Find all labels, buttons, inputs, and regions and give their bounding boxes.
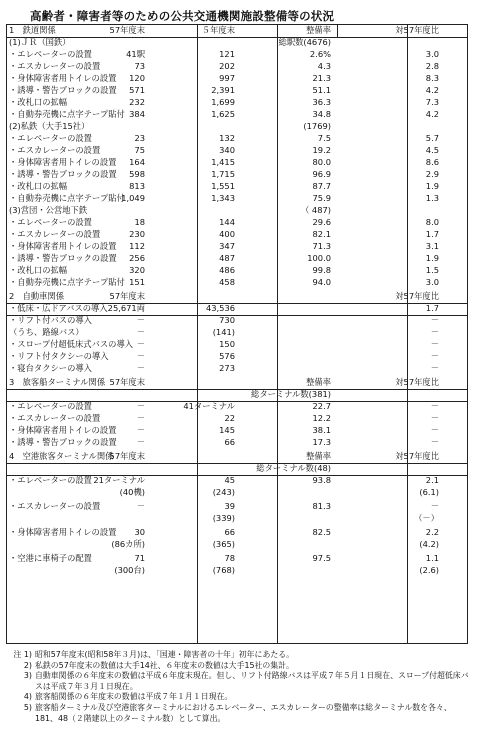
cell-rate: 87.7 <box>312 181 331 191</box>
table-row <box>7 303 467 315</box>
cell-h5: 458 <box>219 277 235 287</box>
cell-57: － <box>136 413 145 423</box>
cell-57: (86カ所) <box>111 539 145 549</box>
note-number: 3) <box>23 671 32 681</box>
table-row <box>7 501 467 513</box>
note-item <box>6 650 472 661</box>
facilities-table <box>6 24 468 644</box>
row-label: ・エスカレーターの設置 <box>9 145 101 155</box>
cell-57: 25,671両 <box>107 303 145 313</box>
cell-ratio: － <box>430 425 439 435</box>
cell-ratio: 4.2 <box>425 85 439 95</box>
cell-57: 57年度末 <box>109 377 145 387</box>
note-number: 注 1) <box>13 650 32 659</box>
table-row <box>7 181 467 193</box>
cell-ratio: 4.5 <box>425 145 439 155</box>
note-text: 自動車関係の６年度末の数値は平成６年度末現在。但し、リフト付路線バスは平成７年５月１日現在、スロープ付超低床バスは平成７年３月１日現在。 <box>35 671 469 691</box>
row-label: ・エレベーターの設置 <box>9 133 92 143</box>
cell-ratio: － <box>430 339 439 349</box>
cell-ratio: － <box>430 363 439 373</box>
cell-rate: 100.0 <box>307 253 331 263</box>
cell-h5: 273 <box>219 363 235 373</box>
cell-rate: 94.0 <box>312 277 331 287</box>
cell-h5: 1,343 <box>211 193 235 203</box>
row-label: ・自動券売機に点字テープ貼付 <box>9 277 125 287</box>
table-row <box>7 205 467 217</box>
cell-rate: 97.5 <box>312 553 331 563</box>
cell-ratio: 3.0 <box>425 277 439 287</box>
cell-h5: 730 <box>219 315 235 325</box>
cell-ratio: (2.6) <box>419 565 439 575</box>
cell-rate: 21.3 <box>312 73 331 83</box>
cell-rate: 51.1 <box>312 85 331 95</box>
cell-57: 57年度末 <box>109 25 145 35</box>
cell-57: 120 <box>129 73 145 83</box>
row-label: ・寝台タクシーの導入 <box>9 363 92 373</box>
section-header-row <box>7 377 467 389</box>
cell-rate: 4.3 <box>317 61 331 71</box>
table-row <box>7 157 467 169</box>
cell-57: (40機) <box>119 487 145 497</box>
cell-57: － <box>136 437 145 447</box>
note-number: 4) <box>23 692 32 702</box>
cell-57: 57年度末 <box>109 291 145 301</box>
cell-rate: 93.8 <box>312 475 331 485</box>
cell-rate: 36.3 <box>312 97 331 107</box>
table-row <box>7 193 467 205</box>
cell-ratio: 8.3 <box>425 73 439 83</box>
table-row <box>7 145 467 157</box>
table-row <box>7 85 467 97</box>
note-item <box>6 661 472 672</box>
cell-rate: 整備率 <box>306 451 331 461</box>
row-label: ・低床・広ドアバスの導入 <box>9 303 108 313</box>
cell-57: 30 <box>134 527 145 537</box>
table-row <box>7 475 467 487</box>
table-row <box>7 513 467 525</box>
section-header-row <box>7 451 467 463</box>
cell-57: － <box>136 339 145 349</box>
cell-rate: 総ターミナル数(381) <box>251 389 331 399</box>
row-label: ・誘導・警告ブロックの設置 <box>9 253 117 263</box>
table-row <box>7 37 467 49</box>
cell-ratio: 2.8 <box>425 61 439 71</box>
cell-h5: 997 <box>219 73 235 83</box>
cell-rate: 34.8 <box>312 109 331 119</box>
note-item <box>6 671 472 692</box>
cell-57: 71 <box>134 553 145 563</box>
cell-ratio: 1.3 <box>425 193 439 203</box>
cell-ratio: 3.1 <box>425 241 439 251</box>
cell-57: 21ターミナル <box>93 475 145 485</box>
cell-h5: 1,699 <box>211 97 235 107</box>
row-label: ・空港に車椅子の配置 <box>9 553 92 563</box>
row-label: ・誘導・警告ブロックの設置 <box>9 437 117 447</box>
table-row <box>7 389 467 401</box>
row-label: ・改札口の拡幅 <box>9 265 68 275</box>
row-label: ・誘導・警告ブロックの設置 <box>9 169 117 179</box>
table-row <box>7 413 467 425</box>
cell-ratio: （－） <box>414 513 439 523</box>
cell-h5: 150 <box>219 339 235 349</box>
cell-h5: 487 <box>219 253 235 263</box>
cell-57: － <box>136 327 145 337</box>
table-row <box>7 265 467 277</box>
cell-57: 598 <box>129 169 145 179</box>
row-label: ・身体障害者用トイレの設置 <box>9 425 117 435</box>
cell-rate: 81.3 <box>312 501 331 511</box>
cell-57: 384 <box>129 109 145 119</box>
cell-h5: 1,415 <box>211 157 235 167</box>
cell-rate: 整備率 <box>306 377 331 387</box>
cell-57: 571 <box>129 85 145 95</box>
cell-h5: 1,715 <box>211 169 235 179</box>
cell-h5: 66 <box>224 527 235 537</box>
cell-rate: 38.1 <box>312 425 331 435</box>
section-header-row <box>7 25 467 37</box>
cell-57: 813 <box>129 181 145 191</box>
table-row <box>7 133 467 145</box>
cell-h5: ５年度末 <box>201 25 235 35</box>
cell-ratio: (6.1) <box>419 487 439 497</box>
table-row <box>7 527 467 539</box>
row-label: ・エスカレーターの設置 <box>9 413 101 423</box>
cell-57: (300台) <box>114 565 145 575</box>
row-label: ・エレベーターの設置 <box>9 401 92 411</box>
cell-h5: (141) <box>212 327 235 337</box>
table-row <box>7 487 467 499</box>
cell-57: 320 <box>129 265 145 275</box>
table-row <box>7 229 467 241</box>
cell-57: 232 <box>129 97 145 107</box>
table-row <box>7 363 467 375</box>
note-text: 旅客船関係の６年度末の数値は平成７年１月１日現在。 <box>35 692 233 702</box>
table-row <box>7 401 467 413</box>
row-label: ・リフト付バスの導入 <box>9 315 92 325</box>
cell-h5: 121 <box>219 49 235 59</box>
cell-57: － <box>136 501 145 511</box>
cell-rate: 総ターミナル数(48) <box>256 463 331 473</box>
row-label: ・エスカレーターの設置 <box>9 61 101 71</box>
cell-h5: 145 <box>219 425 235 435</box>
cell-h5: 132 <box>219 133 235 143</box>
cell-57: － <box>136 425 145 435</box>
note-text: 私鉄の57年度末の数値は大手14社、６年度末の数値は大手15社の集計。 <box>35 660 294 670</box>
row-label: ・自動券売機に点字テープ貼付 <box>9 109 125 119</box>
cell-ratio: 8.6 <box>425 157 439 167</box>
cell-ratio: － <box>430 327 439 337</box>
cell-57: 151 <box>129 277 145 287</box>
cell-ratio: － <box>430 413 439 423</box>
row-label: ・改札口の拡幅 <box>9 181 68 191</box>
row-label: ・スロープ付超低床式バスの導入 <box>9 339 134 349</box>
cell-ratio: 5.7 <box>425 133 439 143</box>
cell-ratio: － <box>430 437 439 447</box>
cell-h5: (365) <box>212 539 235 549</box>
cell-h5: 43,536 <box>205 303 235 313</box>
cell-ratio: 対57年度比 <box>395 25 439 35</box>
table-row <box>7 425 467 437</box>
cell-rate: 82.5 <box>312 527 331 537</box>
cell-rate: 整備率 <box>306 25 331 35</box>
table-row <box>7 217 467 229</box>
cell-h5: 202 <box>219 61 235 71</box>
table-row <box>7 121 467 133</box>
row-label: ・身体障害者用トイレの設置 <box>9 73 117 83</box>
cell-57: 57年度末 <box>109 451 145 461</box>
table-row <box>7 109 467 121</box>
cell-ratio: 2.2 <box>425 527 439 537</box>
cell-h5: 576 <box>219 351 235 361</box>
cell-ratio: 対57年度比 <box>395 451 439 461</box>
cell-ratio: － <box>430 501 439 511</box>
note-item <box>6 692 472 703</box>
cell-ratio: 1.7 <box>425 303 439 313</box>
cell-h5: 66 <box>224 437 235 447</box>
cell-57: 18 <box>134 217 145 227</box>
cell-h5: 340 <box>219 145 235 155</box>
row-label: ・エスカレーターの設置 <box>9 229 101 239</box>
cell-57: 256 <box>129 253 145 263</box>
table-row <box>7 351 467 363</box>
row-label: 4 空港旅客ターミナル関係 <box>9 451 114 461</box>
row-label: （うち、路線バス） <box>9 327 84 337</box>
table-row <box>7 97 467 109</box>
cell-h5: 39 <box>224 501 235 511</box>
cell-rate: (1769) <box>303 121 331 131</box>
table-row <box>7 253 467 265</box>
cell-rate: 17.3 <box>312 437 331 447</box>
cell-57: 1,049 <box>121 193 145 203</box>
cell-ratio: 8.0 <box>425 217 439 227</box>
table-row <box>7 241 467 253</box>
cell-ratio: 1.7 <box>425 229 439 239</box>
cell-rate: 2.6% <box>309 49 331 59</box>
cell-rate: 71.3 <box>312 241 331 251</box>
table-row <box>7 61 467 73</box>
row-label: 2 自動車関係 <box>9 291 65 301</box>
cell-ratio: 3.0 <box>425 49 439 59</box>
cell-h5: (243) <box>212 487 235 497</box>
cell-rate: 99.8 <box>312 265 331 275</box>
cell-rate: （ 487) <box>300 205 331 215</box>
cell-57: － <box>136 363 145 373</box>
table-row <box>7 553 467 565</box>
cell-rate: 7.5 <box>317 133 331 143</box>
cell-57: 75 <box>134 145 145 155</box>
row-label: ・エレベーターの設置 <box>9 217 92 227</box>
cell-ratio: 1.9 <box>425 253 439 263</box>
cell-57: 112 <box>129 241 145 251</box>
note-item <box>6 703 472 724</box>
cell-57: 23 <box>134 133 145 143</box>
cell-ratio: 対57年度比 <box>395 291 439 301</box>
row-label: ・リフト付タクシーの導入 <box>9 351 109 361</box>
cell-rate: 22.7 <box>312 401 331 411</box>
cell-ratio: － <box>430 401 439 411</box>
row-label: ・身体障害者用トイレの設置 <box>9 241 117 251</box>
table-row <box>7 539 467 551</box>
cell-h5: 78 <box>224 553 235 563</box>
cell-ratio: 7.3 <box>425 97 439 107</box>
row-label: ・エスカレーターの設置 <box>9 501 101 511</box>
cell-rate: 80.0 <box>312 157 331 167</box>
cell-ratio: (4.2) <box>419 539 439 549</box>
cell-h5: (768) <box>212 565 235 575</box>
cell-h5: (339) <box>212 513 235 523</box>
cell-ratio: 1.1 <box>425 553 439 563</box>
table-row <box>7 49 467 61</box>
cell-ratio: 1.5 <box>425 265 439 275</box>
cell-h5: 347 <box>219 241 235 251</box>
row-label: ・エレベーターの設置 <box>9 475 92 485</box>
note-text: 昭和57年度末(昭和58年３月)は、「国連・障害者の十年」初年にあたる。 <box>35 650 295 659</box>
cell-ratio: 1.9 <box>425 181 439 191</box>
row-label: (1)ＪＲ（国鉄） <box>9 37 71 47</box>
cell-h5: 1,625 <box>211 109 235 119</box>
section-header-row <box>7 291 467 303</box>
page-title: 高齢者・障害者等のための公共交通機関施設整備等の状況 <box>30 9 335 23</box>
row-label: ・身体障害者用トイレの設置 <box>9 527 117 537</box>
cell-ratio: 対57年度比 <box>395 377 439 387</box>
cell-rate: 19.2 <box>312 145 331 155</box>
table-row <box>7 463 467 475</box>
cell-rate: 12.2 <box>312 413 331 423</box>
cell-57: 164 <box>129 157 145 167</box>
cell-h5: 1,551 <box>211 181 235 191</box>
cell-h5: 45 <box>224 475 235 485</box>
note-number: 2) <box>23 660 32 670</box>
cell-rate: 総駅数(4676) <box>278 37 331 47</box>
table-row <box>7 339 467 351</box>
row-label: ・誘導・警告ブロックの設置 <box>9 85 117 95</box>
cell-ratio: 2.9 <box>425 169 439 179</box>
cell-57: － <box>136 315 145 325</box>
cell-h5: 41ターミナル <box>183 401 235 411</box>
row-label: ・身体障害者用トイレの設置 <box>9 157 117 167</box>
row-label: (3)営団・公営地下鉄 <box>9 205 88 215</box>
cell-ratio: 4.2 <box>425 109 439 119</box>
cell-57: 41駅 <box>126 49 145 59</box>
cell-h5: 144 <box>219 217 235 227</box>
table-row <box>7 437 467 449</box>
row-label: ・自動券売機に点字テープ貼付 <box>9 193 125 203</box>
cell-ratio: 2.1 <box>425 475 439 485</box>
notes-block <box>6 650 472 724</box>
row-label: 1 鉄道関係 <box>9 25 56 35</box>
cell-rate: 96.9 <box>312 169 331 179</box>
table-row <box>7 277 467 289</box>
row-label: ・改札口の拡幅 <box>9 97 68 107</box>
cell-h5: 2,391 <box>211 85 235 95</box>
table-row <box>7 565 467 577</box>
table-row <box>7 169 467 181</box>
cell-ratio: － <box>430 315 439 325</box>
table-row <box>7 73 467 85</box>
note-number: 5) <box>23 702 32 712</box>
row-label: ・エレベーターの設置 <box>9 49 92 59</box>
note-text: 旅客船ターミナル及び空港旅客ターミナルにおけるエレベーター、エスカレーターの整備率は総ターミナル数を各々、181、48（２階建以上のターミナル数）として算出。 <box>35 702 452 723</box>
table-row <box>7 315 467 327</box>
cell-h5: 400 <box>219 229 235 239</box>
cell-rate: 29.6 <box>312 217 331 227</box>
cell-57: － <box>136 401 145 411</box>
table-row <box>7 327 467 339</box>
cell-57: 230 <box>129 229 145 239</box>
cell-h5: 486 <box>219 265 235 275</box>
cell-57: － <box>136 351 145 361</box>
cell-57: 73 <box>134 61 145 71</box>
cell-rate: 82.1 <box>312 229 331 239</box>
row-label: (2)私鉄（大手15社） <box>9 121 90 131</box>
cell-ratio: － <box>430 351 439 361</box>
cell-h5: 22 <box>224 413 235 423</box>
row-label: 3 旅客船ターミナル関係 <box>9 377 106 387</box>
cell-rate: 75.9 <box>312 193 331 203</box>
